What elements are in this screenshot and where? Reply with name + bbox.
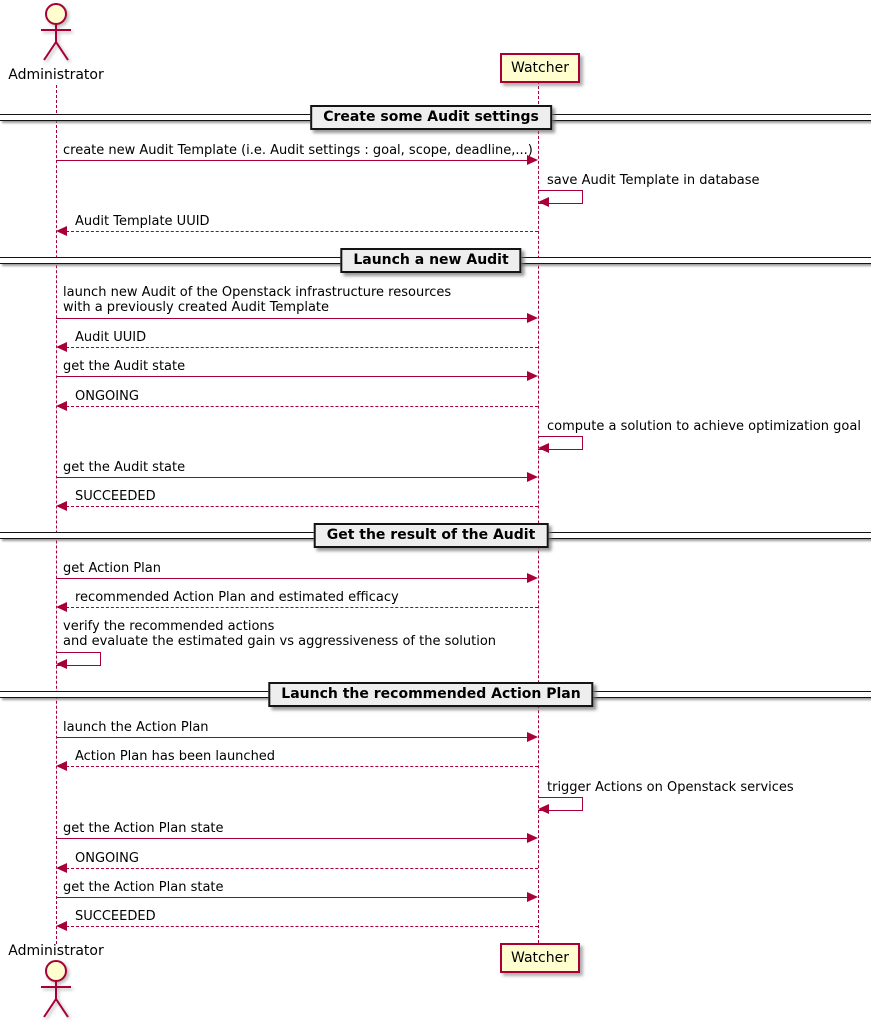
message-label xyxy=(75,214,210,229)
section-divider-label: Launch the recommended Action Plan xyxy=(268,682,593,707)
message-label xyxy=(63,821,224,836)
message-line xyxy=(66,868,538,869)
message-label-line: launch the Action Plan xyxy=(63,720,209,735)
arrowhead-left-icon xyxy=(56,401,67,411)
arrowhead-left-icon xyxy=(56,921,67,931)
arrowhead-left-icon xyxy=(538,443,549,453)
section-divider-label: Launch a new Audit xyxy=(340,248,521,273)
message-line xyxy=(66,406,538,407)
participant-watcher-top: Watcher xyxy=(500,53,580,83)
message-label xyxy=(63,143,533,158)
message-label xyxy=(75,489,156,504)
message-label-line: and evaluate the estimated gain vs aggressiveness of the solution xyxy=(63,634,497,649)
arrowhead-left-icon xyxy=(538,804,549,814)
message-line xyxy=(66,926,538,927)
arrowhead-right-icon xyxy=(527,472,538,482)
message-label-line: recommended Action Plan and estimated efficacy xyxy=(75,590,399,605)
arrowhead-right-icon xyxy=(527,833,538,843)
section-divider-label: Get the result of the Audit xyxy=(314,523,549,548)
message-label-line: compute a solution to achieve optimization goal xyxy=(547,419,861,434)
message-label xyxy=(75,389,139,404)
message-label-line: Audit Template UUID xyxy=(75,214,210,229)
message-line xyxy=(66,231,538,232)
message-label xyxy=(75,330,146,345)
message-label xyxy=(63,285,451,315)
participant-watcher-bottom: Watcher xyxy=(500,943,580,973)
message-label-line: create new Audit Template (i.e. Audit settings : goal, scope, deadline,...) xyxy=(63,143,533,158)
arrowhead-right-icon xyxy=(527,371,538,381)
arrowhead-left-icon xyxy=(56,226,67,236)
message-label-line: get Action Plan xyxy=(63,561,161,576)
actor-name: Administrator xyxy=(8,67,104,83)
message-line xyxy=(56,897,528,898)
message-label-line: SUCCEEDED xyxy=(75,489,156,504)
message-label-line: verify the recommended actions xyxy=(63,619,275,634)
message-line xyxy=(56,477,528,478)
message-line xyxy=(56,160,528,161)
message-line xyxy=(56,737,528,738)
arrowhead-right-icon xyxy=(527,573,538,583)
message-label-line: launch new Audit of the Openstack infrastructure resources xyxy=(63,285,452,300)
message-label xyxy=(547,780,794,795)
arrowhead-left-icon xyxy=(56,501,67,511)
message-label xyxy=(63,460,185,475)
message-label-line: get the Action Plan state xyxy=(63,821,224,836)
arrowhead-right-icon xyxy=(527,732,538,742)
arrowhead-left-icon xyxy=(56,659,67,669)
message-label-line: Audit UUID xyxy=(75,330,147,345)
message-label-line: with a previously created Audit Template xyxy=(63,300,330,315)
actor-name: Administrator xyxy=(8,943,104,959)
message-label xyxy=(63,619,496,649)
message-line xyxy=(66,347,538,348)
message-line xyxy=(56,318,528,319)
arrowhead-left-icon xyxy=(56,863,67,873)
message-label xyxy=(75,851,139,866)
message-line xyxy=(56,838,528,839)
message-label-line: Action Plan has been launched xyxy=(75,749,276,764)
arrowhead-left-icon xyxy=(56,761,67,771)
message-line xyxy=(56,376,528,377)
message-label xyxy=(63,359,185,374)
message-line xyxy=(66,607,538,608)
message-label xyxy=(547,419,861,434)
message-label xyxy=(547,173,760,188)
stick-figure-icon xyxy=(33,959,79,1021)
message-label-line: get the Action Plan state xyxy=(63,880,224,895)
message-label xyxy=(63,720,209,735)
message-label xyxy=(63,880,224,895)
arrowhead-left-icon xyxy=(56,342,67,352)
arrowhead-right-icon xyxy=(527,892,538,902)
message-label-line: trigger Actions on Openstack services xyxy=(547,780,794,795)
section-divider-label: Create some Audit settings xyxy=(310,105,552,130)
message-label-line: save Audit Template in database xyxy=(547,173,760,188)
message-label-line: SUCCEEDED xyxy=(75,909,156,924)
message-label xyxy=(75,909,156,924)
message-line xyxy=(66,506,538,507)
message-label-line: get the Audit state xyxy=(63,460,186,475)
lifeline-administrator xyxy=(56,85,57,944)
arrowhead-right-icon xyxy=(527,313,538,323)
message-label-line: ONGOING xyxy=(75,851,139,866)
message-label-line: get the Audit state xyxy=(63,359,186,374)
arrowhead-left-icon xyxy=(56,602,67,612)
arrowhead-left-icon xyxy=(538,197,549,207)
stick-figure-icon xyxy=(33,2,79,64)
message-label xyxy=(63,561,161,576)
message-label-line: ONGOING xyxy=(75,389,139,404)
message-label xyxy=(75,749,275,764)
message-line xyxy=(56,578,528,579)
arrowhead-right-icon xyxy=(527,155,538,165)
message-line xyxy=(66,766,538,767)
message-label xyxy=(75,590,399,605)
